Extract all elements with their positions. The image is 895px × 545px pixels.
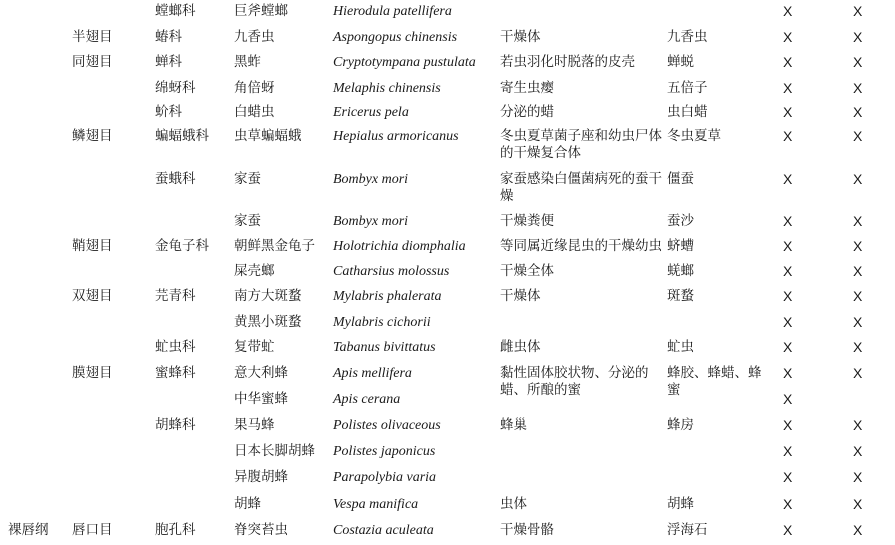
latin-name-cell: Costazia aculeata <box>333 523 434 538</box>
table-row <box>0 443 895 469</box>
mark-cell-1: X <box>783 238 793 254</box>
medicinal-part-cell: 蜂巢 <box>500 417 527 433</box>
chinese-name-cell: 异腹胡蜂 <box>234 469 288 485</box>
family-cell: 蝉科 <box>155 54 182 70</box>
chinese-name-cell: 果马蜂 <box>234 417 275 433</box>
family-cell: 蝙蝠蛾科 <box>155 128 209 144</box>
mark-cell-2: X <box>853 443 863 459</box>
order-cell: 膜翅目 <box>72 365 113 381</box>
chinese-name-cell: 意大利蜂 <box>234 365 288 381</box>
mark-cell-1: X <box>783 3 793 19</box>
chinese-name-cell: 家蚕 <box>234 171 261 187</box>
medicinal-part-cell: 干燥粪便 <box>500 213 554 229</box>
family-cell: 金龟子科 <box>155 238 209 254</box>
mark-cell-2: X <box>853 365 863 381</box>
medicine-name-cell: 九香虫 <box>667 29 708 45</box>
latin-name-cell: Cryptotympana pustulata <box>333 55 476 70</box>
mark-cell-2: X <box>853 104 863 120</box>
medicinal-part-cell: 干燥体 <box>500 29 541 45</box>
table-row <box>0 496 895 522</box>
family-cell: 螳螂科 <box>155 3 196 19</box>
mark-cell-1: X <box>783 171 793 187</box>
mark-cell-2: X <box>853 171 863 187</box>
medicinal-part-cell: 虫体 <box>500 496 527 512</box>
medicine-name-cell: 虫白蜡 <box>667 104 708 120</box>
chinese-name-cell: 九香虫 <box>234 29 275 45</box>
medicinal-part-cell: 家蚕感染白僵菌病死的蚕干燥 <box>500 171 662 204</box>
table-row <box>0 263 895 288</box>
order-cell: 半翅目 <box>72 29 113 45</box>
latin-name-cell: Vespa manifica <box>333 497 419 512</box>
chinese-name-cell: 朝鲜黑金龟子 <box>234 238 315 254</box>
medicine-name-cell: 五倍子 <box>667 80 708 96</box>
latin-name-cell: Hierodula patellifera <box>333 4 452 19</box>
chinese-name-cell: 南方大斑蝥 <box>234 288 302 304</box>
medicinal-part-cell: 雌虫体 <box>500 339 541 355</box>
chinese-name-cell: 黑蚱 <box>234 54 261 70</box>
latin-name-cell: Bombyx mori <box>333 172 409 187</box>
chinese-name-cell: 复带虻 <box>234 339 275 355</box>
medicine-name-cell: 蛴螬 <box>667 238 694 254</box>
latin-name-cell: Apis cerana <box>333 392 401 407</box>
mark-cell-1: X <box>783 128 793 144</box>
latin-name-cell: Ericerus pela <box>333 105 409 120</box>
table-row <box>0 417 895 443</box>
mark-cell-2: X <box>853 80 863 96</box>
chinese-name-cell: 屎壳螂 <box>234 263 275 279</box>
table-row <box>0 213 895 238</box>
chinese-name-cell: 脊突苔虫 <box>234 522 288 538</box>
latin-name-cell: Tabanus bivittatus <box>333 340 436 355</box>
medicine-name-cell: 蜂胶、蜂蜡、蜂蜜 <box>667 365 762 398</box>
table-row <box>0 469 895 496</box>
medicine-name-cell: 浮海石 <box>667 522 708 538</box>
family-cell: 虻虫科 <box>155 339 196 355</box>
chinese-name-cell: 巨斧螳螂 <box>234 3 288 19</box>
table-row <box>0 391 895 417</box>
medicinal-part-cell: 干燥全体 <box>500 263 554 279</box>
order-cell: 鞘翅目 <box>72 238 113 254</box>
table-row <box>0 80 895 104</box>
medicinal-part-cell: 干燥骨骼 <box>500 522 554 538</box>
family-cell: 蚕蛾科 <box>155 171 196 187</box>
chinese-name-cell: 白蜡虫 <box>234 104 275 120</box>
chinese-name-cell: 中华蜜蜂 <box>234 391 288 407</box>
medicinal-part-cell: 等同属近缘昆虫的干燥幼虫 <box>500 238 662 254</box>
table-row <box>0 128 895 171</box>
mark-cell-1: X <box>783 213 793 229</box>
mark-cell-2: X <box>853 213 863 229</box>
mark-cell-1: X <box>783 496 793 512</box>
latin-name-cell: Catharsius molossus <box>333 264 450 279</box>
latin-name-cell: Mylabris cichorii <box>333 315 431 330</box>
mark-cell-2: X <box>853 314 863 330</box>
mark-cell-1: X <box>783 522 793 538</box>
medicine-name-cell: 蜂房 <box>667 417 694 433</box>
mark-cell-1: X <box>783 29 793 45</box>
mark-cell-2: X <box>853 128 863 144</box>
chinese-name-cell: 家蚕 <box>234 213 261 229</box>
table-row <box>0 522 895 545</box>
mark-cell-1: X <box>783 365 793 381</box>
latin-name-cell: Mylabris phalerata <box>333 289 442 304</box>
mark-cell-1: X <box>783 339 793 355</box>
latin-name-cell: Melaphis chinensis <box>333 81 441 96</box>
medicine-name-cell: 冬虫夏草 <box>667 128 721 144</box>
latin-name-cell: Apis mellifera <box>333 366 412 381</box>
chinese-name-cell: 胡蜂 <box>234 496 261 512</box>
table-row <box>0 171 895 213</box>
table-row <box>0 339 895 365</box>
medicine-name-cell: 胡蜂 <box>667 496 694 512</box>
medicine-name-cell: 蚕沙 <box>667 213 694 229</box>
table-row <box>0 288 895 314</box>
mark-cell-2: X <box>853 522 863 538</box>
mark-cell-2: X <box>853 3 863 19</box>
medicinal-part-cell: 分泌的蜡 <box>500 104 554 120</box>
mark-cell-1: X <box>783 288 793 304</box>
medicinal-part-cell: 干燥体 <box>500 288 541 304</box>
mark-cell-1: X <box>783 417 793 433</box>
family-cell: 芫青科 <box>155 288 196 304</box>
mark-cell-2: X <box>853 496 863 512</box>
table-row <box>0 365 895 398</box>
order-cell: 鳞翅目 <box>72 128 113 144</box>
mark-cell-1: X <box>783 104 793 120</box>
mark-cell-2: X <box>853 54 863 70</box>
mark-cell-1: X <box>783 443 793 459</box>
mark-cell-1: X <box>783 80 793 96</box>
mark-cell-1: X <box>783 469 793 485</box>
chinese-name-cell: 黄黑小斑蝥 <box>234 314 302 330</box>
mark-cell-1: X <box>783 391 793 407</box>
class-cell: 裸唇纲 <box>8 522 49 538</box>
chinese-name-cell: 角倍蚜 <box>234 80 275 96</box>
mark-cell-1: X <box>783 314 793 330</box>
mark-cell-1: X <box>783 263 793 279</box>
mark-cell-2: X <box>853 29 863 45</box>
medicinal-part-cell: 黏性固体胶状物、分泌的蜡、所酿的蜜 <box>500 365 649 398</box>
order-cell: 双翅目 <box>72 288 113 304</box>
chinese-name-cell: 虫草蝙蝠蛾 <box>234 128 302 144</box>
mark-cell-2: X <box>853 339 863 355</box>
family-cell: 蚧科 <box>155 104 182 120</box>
medicine-name-cell: 蝉蜕 <box>667 54 694 70</box>
latin-name-cell: Bombyx mori <box>333 214 409 229</box>
latin-name-cell: Hepialus armoricanus <box>333 129 459 144</box>
latin-name-cell: Polistes japonicus <box>333 444 436 459</box>
family-cell: 蝽科 <box>155 29 182 45</box>
table-row <box>0 3 895 29</box>
latin-name-cell: Holotrichia diomphalia <box>333 239 466 254</box>
mark-cell-2: X <box>853 263 863 279</box>
mark-cell-1: X <box>783 54 793 70</box>
chinese-name-cell: 日本长脚胡蜂 <box>234 443 315 459</box>
medicinal-part-cell: 若虫羽化时脱落的皮壳 <box>500 54 635 70</box>
table-row <box>0 104 895 128</box>
medicinal-part-cell: 寄生虫瘿 <box>500 80 554 96</box>
table-row <box>0 314 895 339</box>
mark-cell-2: X <box>853 469 863 485</box>
table-row <box>0 54 895 80</box>
medicine-name-cell: 虻虫 <box>667 339 694 355</box>
mark-cell-2: X <box>853 288 863 304</box>
medicine-name-cell: 蜣螂 <box>667 263 694 279</box>
latin-name-cell: Parapolybia varia <box>333 470 437 485</box>
latin-name-cell: Polistes olivaceous <box>333 418 441 433</box>
mark-cell-2: X <box>853 238 863 254</box>
family-cell: 胡蜂科 <box>155 417 196 433</box>
table-row <box>0 29 895 54</box>
family-cell: 蜜蜂科 <box>155 365 196 381</box>
table-row <box>0 238 895 263</box>
latin-name-cell: Aspongopus chinensis <box>333 30 458 45</box>
medicine-name-cell: 斑蝥 <box>667 288 694 304</box>
family-cell: 绵蚜科 <box>155 80 196 96</box>
family-cell: 胞孔科 <box>155 522 196 538</box>
order-cell: 唇口目 <box>72 522 113 538</box>
medicine-name-cell: 僵蚕 <box>667 171 694 187</box>
mark-cell-2: X <box>853 417 863 433</box>
medicinal-part-cell: 冬虫夏草菌子座和幼虫尸体的干燥复合体 <box>500 128 662 161</box>
order-cell: 同翅目 <box>72 54 113 70</box>
